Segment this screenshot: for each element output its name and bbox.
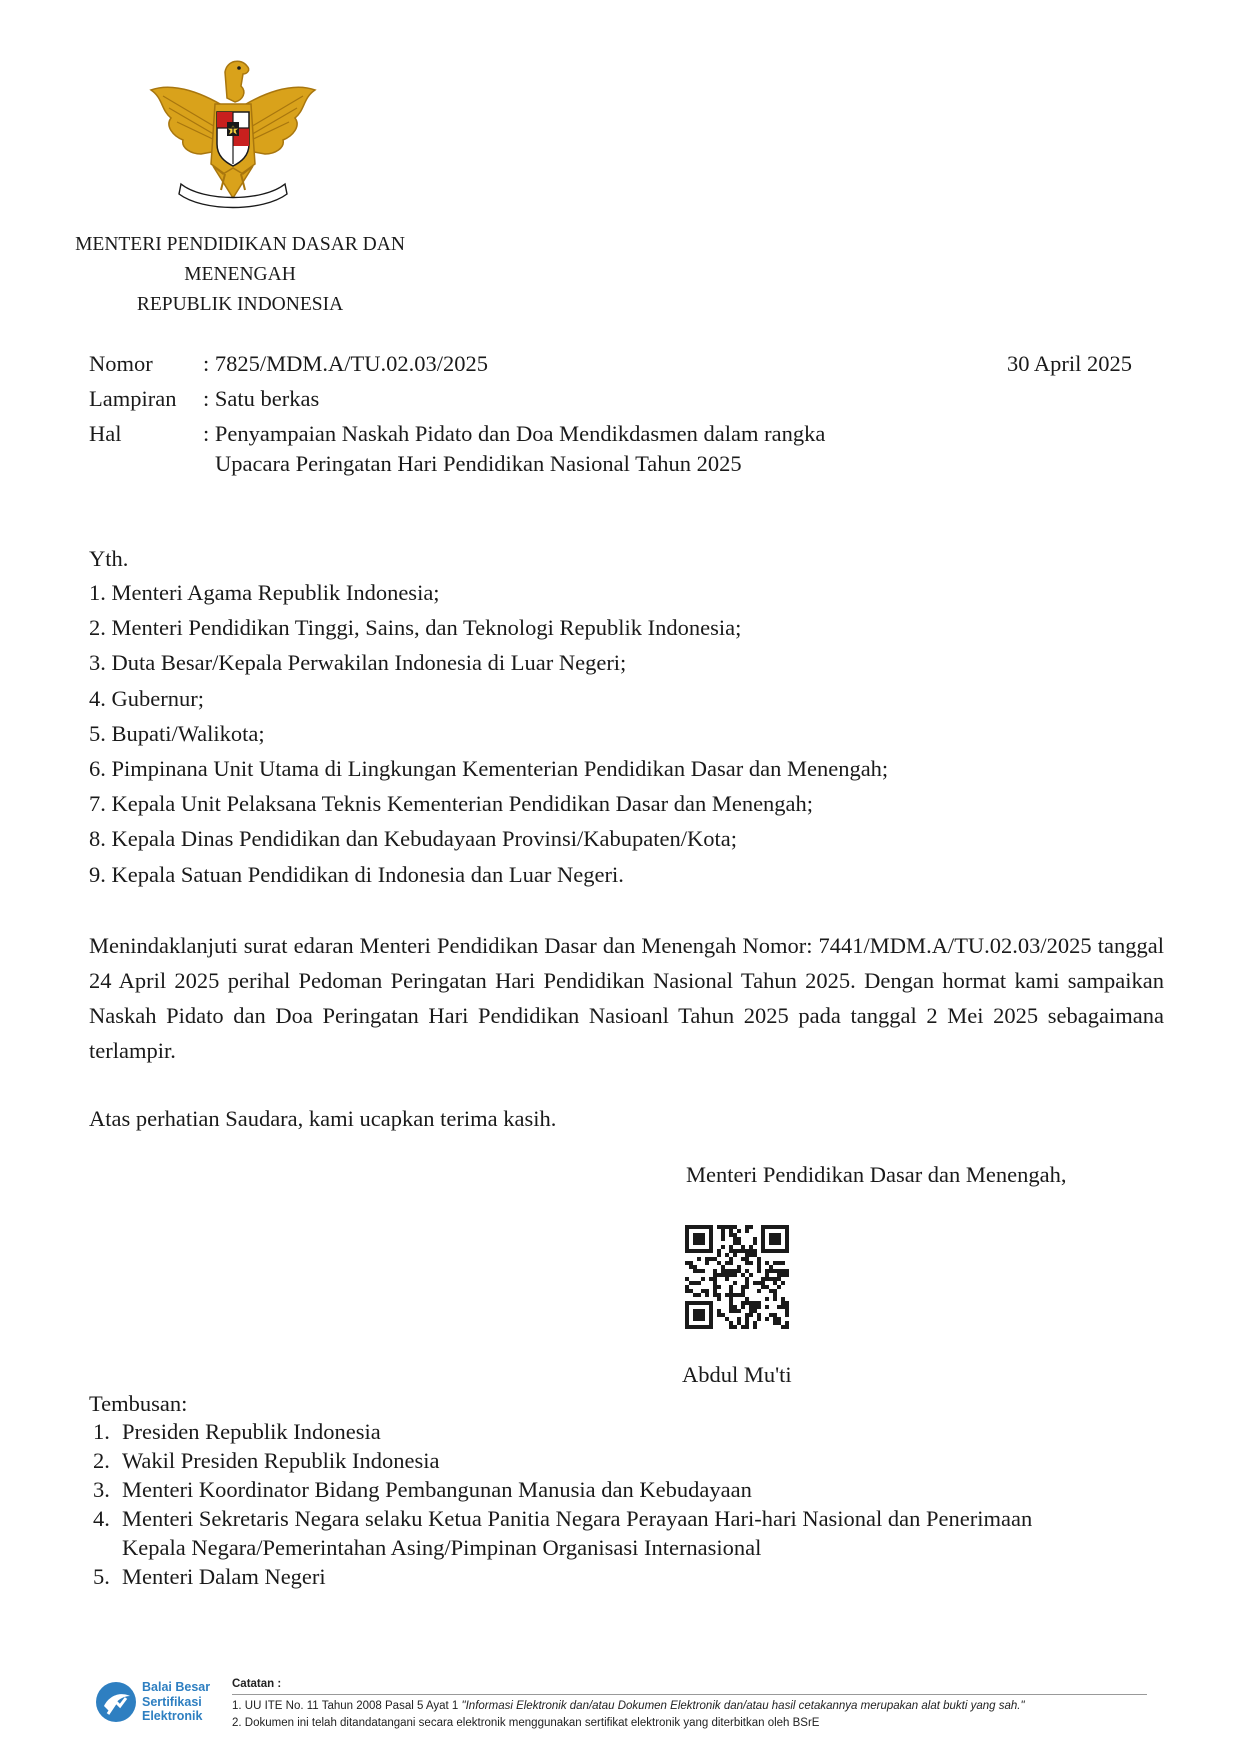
list-item: 8. Kepala Dinas Pendidikan dan Kebudayaan Provinsi/Kabupaten/Kota; xyxy=(89,826,737,852)
list-item: 7. Kepala Unit Pelaksana Teknis Kementerian Pendidikan Dasar dan Menengah; xyxy=(89,791,814,817)
bsre-name xyxy=(142,1680,210,1724)
list-item xyxy=(89,1475,1089,1504)
notes-title: Catatan : xyxy=(232,1678,282,1690)
hal-label: Hal xyxy=(89,421,122,446)
list-item xyxy=(89,1417,1089,1446)
bsre-line-3: Elektronik xyxy=(142,1709,203,1723)
garuda-emblem-icon xyxy=(143,52,323,212)
list-item: 3. Duta Besar/Kepala Perwakilan Indonesia di Luar Negeri; xyxy=(89,650,627,676)
list-item-text: Menteri Dalam Negeri xyxy=(122,1564,326,1589)
letter-date: 30 April 2025 xyxy=(1006,351,1132,376)
signatory-name: Abdul Mu'ti xyxy=(682,1362,792,1387)
list-item: 4. Gubernur; xyxy=(89,685,204,711)
list-item-number: 4. xyxy=(93,1506,110,1531)
list-item-text: Presiden Republik Indonesia xyxy=(122,1419,381,1444)
notes-divider xyxy=(232,1694,1147,1695)
list-item-text: Menteri Sekretaris Negara selaku Ketua Panitia Negara Perayaan Hari-hari Nasional dan Penerimaan Kepala Negara/Pemerintahan Asing/Pimpinan Organisasi Internasional xyxy=(122,1506,1033,1560)
list-item-number: 5. xyxy=(93,1564,110,1589)
note-1 xyxy=(232,1698,1152,1715)
hal-value-line-1: : Penyampaian Naskah Pidato dan Doa Mendikdasmen dalam rangka xyxy=(203,421,826,446)
note-1-prefix: 1. UU ITE No. 11 Tahun 2008 Pasal 5 Ayat 1 xyxy=(232,1700,462,1712)
footer-notes xyxy=(232,1677,1152,1732)
list-item-text: Menteri Koordinator Bidang Pembangunan Manusia dan Kebudayaan xyxy=(122,1477,752,1502)
ministry-line-2: MENENGAH xyxy=(184,264,296,285)
recipient-list xyxy=(89,577,888,894)
nomor-label: Nomor xyxy=(89,351,153,376)
bsre-line-2: Sertifikasi xyxy=(142,1694,202,1709)
list-item-number: 1. xyxy=(93,1419,110,1444)
hal-value-line-2: Upacara Peringatan Hari Pendidikan Nasional Tahun 2025 xyxy=(215,451,742,476)
list-item: 6. Pimpinana Unit Utama di Lingkungan Kementerian Pendidikan Dasar dan Menengah; xyxy=(89,755,889,781)
qr-code-icon xyxy=(685,1225,789,1329)
lampiran-label: Lampiran xyxy=(89,386,177,411)
bsre-logo-icon xyxy=(94,1680,138,1724)
tembusan-title: Tembusan: xyxy=(89,1391,188,1416)
closing-sentence: Atas perhatian Saudara, kami ucapkan terima kasih. xyxy=(89,1106,557,1131)
bsre-line-1: Balai Besar xyxy=(142,1680,211,1694)
ministry-line-1: MENTERI PENDIDIKAN DASAR DAN xyxy=(75,234,405,255)
note-2: 2. Dokumen ini telah ditandatangani secara elektronik menggunakan sertifikat elektronik yang diterbitkan oleh BSrE xyxy=(232,1717,820,1729)
list-item xyxy=(89,1504,1089,1562)
nomor-value: : 7825/MDM.A/TU.02.03/2025 xyxy=(203,351,489,376)
list-item-text: Wakil Presiden Republik Indonesia xyxy=(122,1448,440,1473)
lampiran-value: : Satu berkas xyxy=(203,386,320,411)
salutation: Yth. xyxy=(89,546,129,571)
tembusan-list xyxy=(89,1417,1089,1591)
list-item: 5. Bupati/Walikota; xyxy=(89,720,265,746)
list-item xyxy=(89,1446,1089,1475)
list-item xyxy=(89,1562,1089,1591)
list-item-number: 2. xyxy=(93,1448,110,1473)
list-item: 2. Menteri Pendidikan Tinggi, Sains, dan Teknologi Republik Indonesia; xyxy=(89,615,742,641)
body-paragraph: Menindaklanjuti surat edaran Menteri Pendidikan Dasar dan Menengah Nomor: 7441/MDM.A/TU.02.03/2025 tanggal 24 April 2025 perihal Pedoman Peringatan Hari Pendidikan Nasional Tahun 2025. Dengan hormat kami sampaikan Naskah Pidato dan Doa Peringatan Hari Pendidikan Nasioanl Tahun 2025 pada tanggal 2 Mei 2025 sebagaimana terlampir. xyxy=(89,933,1164,1063)
note-1-quote: "Informasi Elektronik dan/atau Dokumen Elektronik dan/atau hasil cetakannya merupakan alat bukti yang sah." xyxy=(461,1700,1025,1712)
signatory-title: Menteri Pendidikan Dasar dan Menengah, xyxy=(686,1162,1067,1187)
ministry-line-3: REPUBLIK INDONESIA xyxy=(136,294,344,315)
list-item: 9. Kepala Satuan Pendidikan di Indonesia dan Luar Negeri. xyxy=(89,861,624,887)
ministry-header xyxy=(40,230,440,320)
list-item-number: 3. xyxy=(93,1477,110,1502)
list-item: 1. Menteri Agama Republik Indonesia; xyxy=(89,580,440,605)
